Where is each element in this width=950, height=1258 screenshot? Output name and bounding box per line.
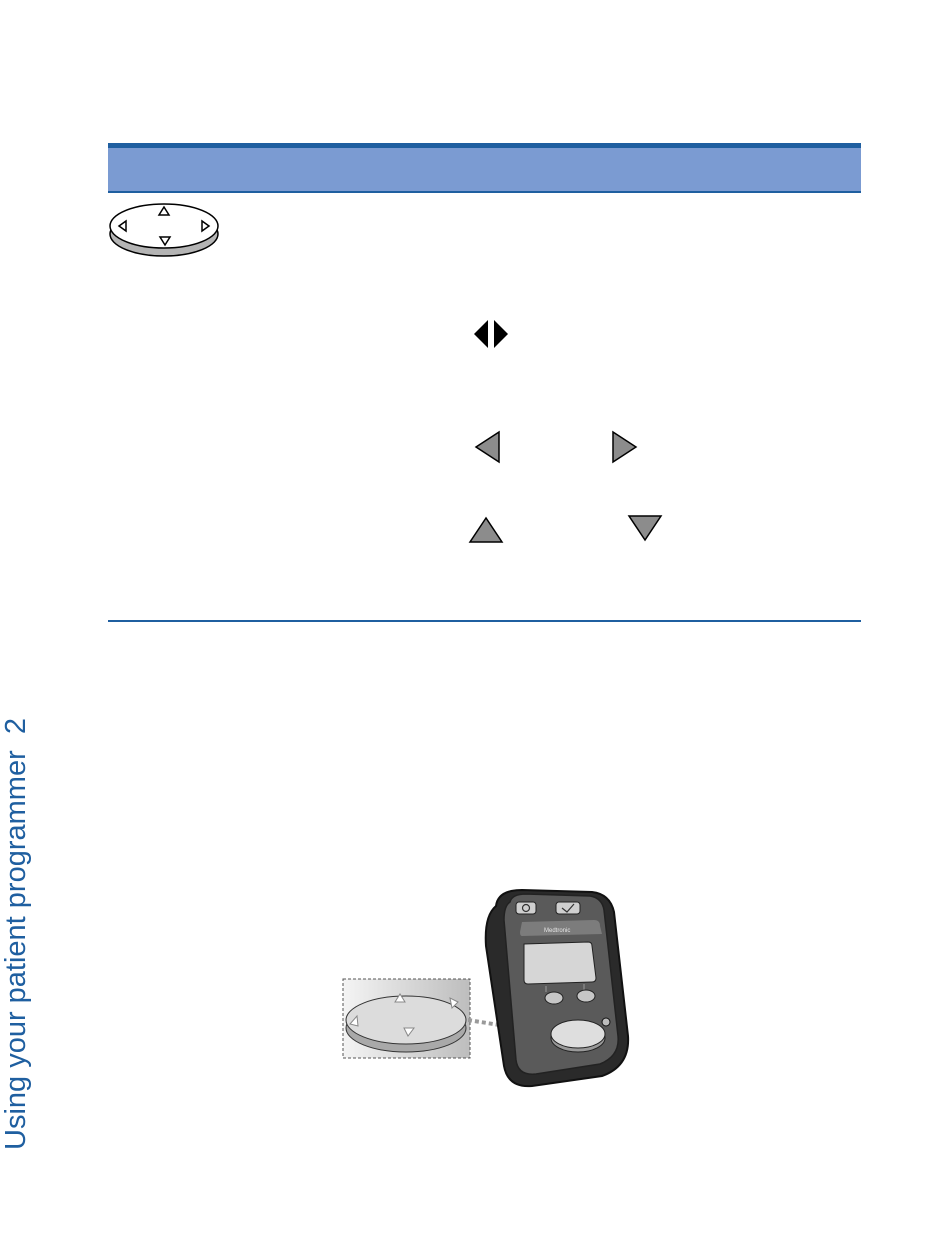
- patient-programmer-illustration: [482, 886, 632, 1090]
- device-logo-text: Medtronic: [544, 928, 571, 934]
- section-title-text: Using your patient programmer: [0, 750, 32, 1150]
- table-header: [108, 148, 861, 191]
- sidebar-section-title: [0, 718, 33, 1150]
- table-header-rule: [108, 191, 861, 193]
- navigation-pad-icon: [108, 200, 220, 260]
- chapter-number: 2: [0, 718, 32, 735]
- right-arrow-icon: [610, 430, 638, 464]
- down-arrow-icon: [627, 514, 663, 542]
- table-bottom-rule: [108, 620, 861, 622]
- up-arrow-icon: [468, 516, 504, 544]
- left-right-arrows-icon: [472, 318, 510, 350]
- navigation-pad-callout: [342, 978, 472, 1060]
- left-arrow-icon: [474, 430, 502, 464]
